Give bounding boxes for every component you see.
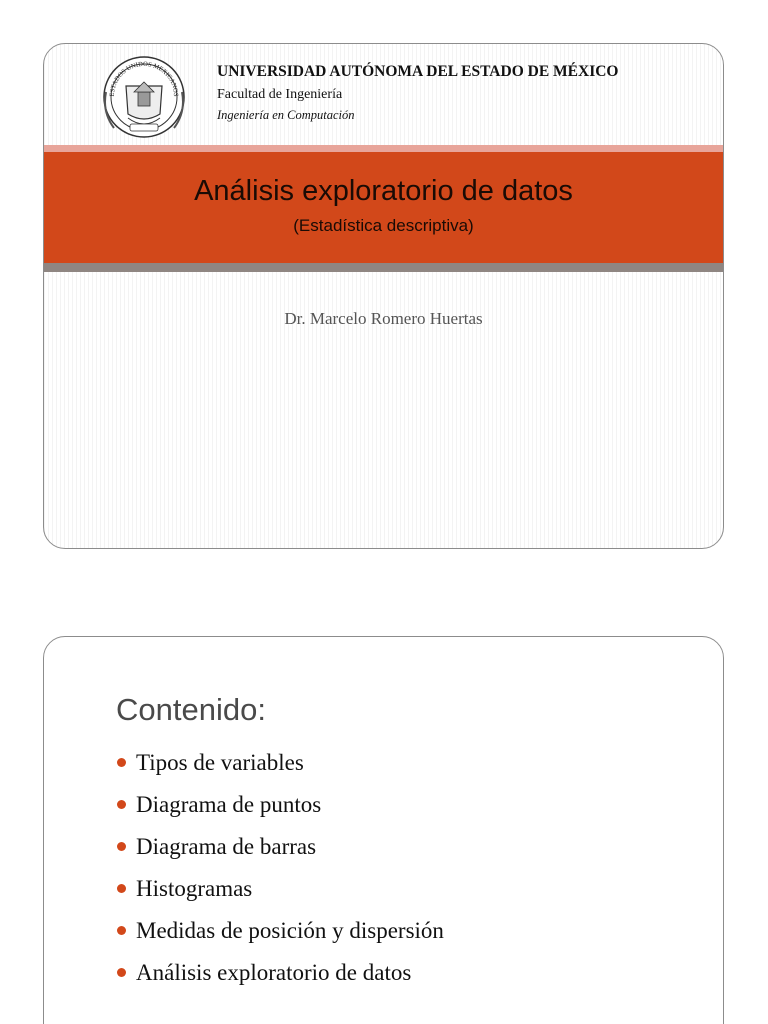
accent-band [44,145,723,152]
divider-band [44,263,723,272]
bullet-icon [117,800,126,809]
list-item [116,957,444,999]
contents-list [116,747,444,999]
bullet-icon [117,842,126,851]
contents-slide [43,636,724,1024]
list-item [116,831,444,873]
title-slide [43,43,724,549]
list-item-label: Diagrama de barras [136,834,317,859]
author-name: Dr. Marcelo Romero Huertas [284,309,483,328]
seal-text: ESTADOS UNIDOS MEXICANOS [108,60,180,97]
bullet-icon [117,968,126,977]
bullet-icon [117,884,126,893]
title-band [44,152,723,263]
faculty-name: Facultad de Ingeniería [217,87,343,102]
list-item-label: Diagrama de puntos [136,792,322,817]
bullet-icon [117,926,126,935]
slide-title: Análisis exploratorio de datos [194,175,573,207]
list-item-label: Histogramas [136,876,253,901]
list-item [116,915,444,957]
slide-header [44,44,723,144]
list-item [116,873,444,915]
program-name: Ingeniería en Computación [217,108,355,122]
slide-subtitle: (Estadística descriptiva) [293,216,474,235]
list-item [116,789,444,831]
list-item [116,747,444,789]
list-item-label: Medidas de posición y dispersión [136,918,444,943]
university-seal-icon [100,52,188,140]
bullet-icon [117,758,126,767]
contents-heading: Contenido: [116,692,266,727]
list-item-label: Análisis exploratorio de datos [136,960,412,985]
university-name: UNIVERSIDAD AUTÓNOMA DEL ESTADO DE MÉXICO [217,63,619,80]
list-item-label: Tipos de variables [136,750,304,775]
